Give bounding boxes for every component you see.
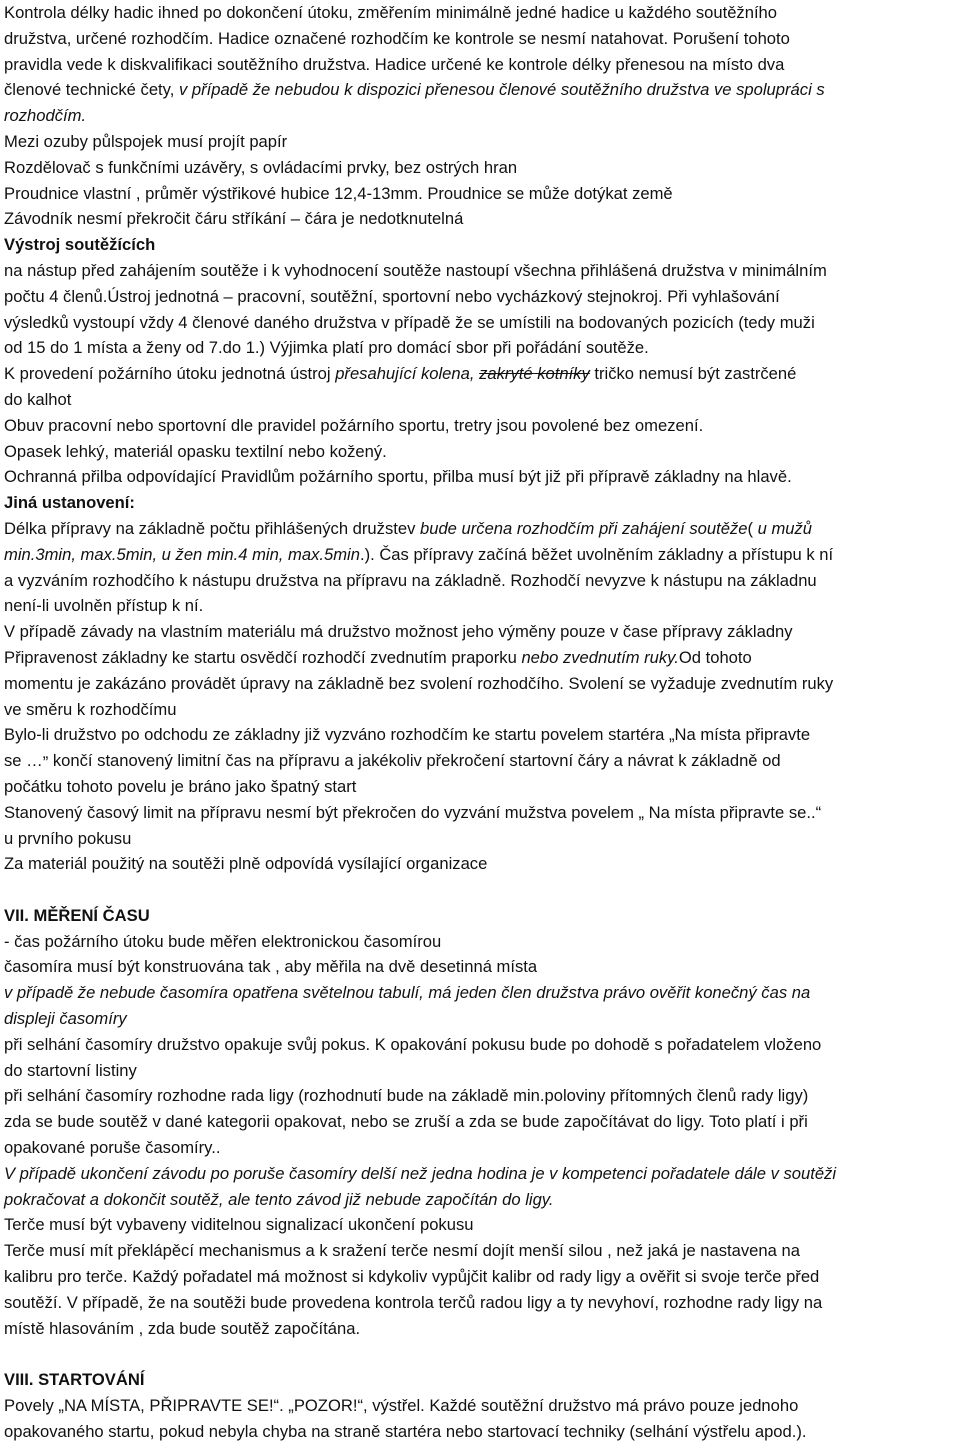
text-line: Povely „NA MÍSTA, PŘIPRAVTE SE!“. „POZOR!“, výstřel. Každé soutěžní družstvo má právo pouze jednoho: [4, 1396, 799, 1416]
text-line: Stanovený časový limit na přípravu nesmí být překročen do vyzvání mužstva povelem „ Na místa připravte se..“: [4, 802, 822, 822]
text-line: pravidla vede k diskvalifikaci soutěžního družstva. Hadice určené ke kontrole délky přenesou na místo dva: [4, 54, 785, 74]
blank-line: [4, 1341, 956, 1367]
text-line: do kalhot: [4, 389, 72, 409]
section-heading: Jiná ustanovení:: [4, 493, 135, 513]
text-line: Terče musí být vybaveny viditelnou signalizací ukončení pokusu: [4, 1215, 474, 1235]
text-line: - čas požárního útoku bude měřen elektronickou časomírou: [4, 931, 442, 951]
text-line: V případě ukončení závodu po poruše časomíry delší než jedna hodina je v kompetenci pořadatele dále v soutěži: [4, 1163, 837, 1183]
text-line: K provedení požárního útoku jednotná ústroj přesahující kolena, zakryté kotníky tričko nemusí být zastrčené: [4, 364, 797, 384]
text-line: pokračovat a dokončit soutěž, ale tento závod již nebude započítán do ligy.: [4, 1189, 554, 1209]
text-line: opakované poruše časomíry..: [4, 1138, 221, 1158]
text-line: Ochranná přilba odpovídající Pravidlům požárního sportu, přilba musí být již při přípravě základny na hlavě.: [4, 467, 792, 487]
text-line: od 15 do 1 místa a ženy od 7.do 1.) Výjimka platí pro domácí sbor při pořádání soutěže.: [4, 338, 649, 358]
text-line: počátku tohoto povelu je bráno jako špatný start: [4, 776, 357, 796]
text-line: V případě závady na vlastním materiálu má družstvo možnost jeho výměny pouze v čase přípravy základny: [4, 622, 793, 642]
text-line: do startovní listiny: [4, 1060, 137, 1080]
text-line: kalibru pro terče. Každý pořadatel má možnost si kdykoliv vypůjčit kalibr od rady ligy a ověřit si svoje terče před: [4, 1267, 820, 1287]
text-line: momentu je zakázáno provádět úpravy na základně bez svolení rozhodčího. Svolení se vyžaduje zvednutím ruky: [4, 673, 834, 693]
text-line: soutěží. V případě, že na soutěži bude provedena kontrola terčů radou ligy a ty nevyhoví, rozhodne rady ligy na: [4, 1292, 823, 1312]
text-line: Opasek lehký, materiál opasku textilní nebo kožený.: [4, 441, 387, 461]
blank-line: [4, 877, 956, 903]
text-line: na nástup před zahájením soutěže i k vyhodnocení soutěže nastoupí všechna přihlášená družstva v minimálním: [4, 260, 827, 280]
text-line: při selhání časomíry rozhodne rada ligy (rozhodnutí bude na základě min.poloviny přítomných členů rady ligy): [4, 1086, 809, 1106]
text-line: Za materiál použitý na soutěži plně odpovídá vysílající organizace: [4, 854, 488, 874]
text-line: není-li uvolněn přístup k ní.: [4, 596, 204, 616]
text-line: Připravenost základny ke startu osvědčí rozhodčí zvednutím praporku nebo zvednutím ruky.Od tohoto: [4, 647, 752, 667]
text-line: místě hlasováním , zda bude soutěž započítána.: [4, 1318, 361, 1338]
section-heading: Výstroj soutěžících: [4, 235, 156, 255]
struck-text: zakryté kotníky: [479, 364, 590, 384]
text-line: Rozdělovač s funkčními uzávěry, s ovládacími prvky, bez ostrých hran: [4, 157, 518, 177]
text-line: u prvního pokusu: [4, 828, 132, 848]
text-line: displeji časomíry: [4, 1009, 127, 1029]
text-line: se …„ končí stanovený limitní čas na přípravu a jakékoliv překročení startovní čáry a návrat k základně od: [4, 743, 781, 771]
text-line: rozhodčím.: [4, 106, 87, 126]
text-line: Délka přípravy na základně počtu přihlášených družstev bude určena rozhodčím při zahájení soutěže( u mužů: [4, 518, 813, 538]
text-line: výsledků vystoupí vždy 4 členové daného družstva v případě že se umístili na bodovaných pozicích (tedy muži: [4, 312, 815, 332]
text-line: při selhání časomíry družstvo opakuje svůj pokus. K opakování pokusu bude po dohodě s pořadatelem vloženo: [4, 1034, 822, 1054]
section-heading: VIII. STARTOVÁNÍ: [4, 1370, 145, 1390]
text-line: Proudnice vlastní , průměr výstřikové hubice 12,4-13mm. Proudnice se může dotýkat země: [4, 183, 673, 203]
text-line: opakovaného startu, pokud nebyla chyba na straně startéra nebo startovací techniky (selhání výstřelu apod.).: [4, 1421, 807, 1441]
text-line: zda se bude soutěž v dané kategorii opakovat, nebo se zruší a zda se bude započítávat do ligy. Toto platí i při: [4, 1112, 808, 1132]
text-line: min.3min, max.5min, u žen min.4 min, max.5min.). Čas přípravy začíná běžet uvolněním základny a přístupu k ní: [4, 544, 834, 564]
text-line: Kontrola délky hadic ihned po dokončení útoku, změřením minimálně jedné hadice u každého soutěžního: [4, 3, 778, 22]
text-line: Terče musí mít překlápěcí mechanismus a k sražení terče nesmí dojít menší silou , než jaká je nastavena na: [4, 1241, 800, 1261]
text-line: Mezi ozuby půlspojek musí projít papír: [4, 131, 288, 151]
text-line: v případě že nebude časomíra opatřena světelnou tabulí, má jeden člen družstva právo ověřit konečný čas na: [4, 983, 811, 1003]
text-line: Bylo-li družstvo po odchodu ze základny již vyzváno rozhodčím ke startu povelem startéra „Na místa připravte: [4, 725, 811, 745]
text-line: a vyzváním rozhodčího k nástupu družstva na přípravu na základně. Rozhodčí nevyzve k nástupu na základnu: [4, 570, 817, 590]
text-line: družstva, určené rozhodčím. Hadice označené rozhodčím ke kontrole se nesmí natahovat. Porušení tohoto: [4, 28, 790, 48]
text-line: Závodník nesmí překročit čáru stříkání – čára je nedotknutelná: [4, 209, 464, 229]
text-line: Obuv pracovní nebo sportovní dle pravidel požárního sportu, tretry jsou povolené bez omezení.: [4, 415, 704, 435]
text-line: časomíra musí být konstruována tak , aby měřila na dvě desetinná místa: [4, 957, 538, 977]
section-heading: VII. MĚŘENÍ ČASU: [4, 905, 150, 925]
text-line: počtu 4 členů.Ústroj jednotná – pracovní, soutěžní, sportovní nebo vycházkový stejnokroj. Při vyhlašování: [4, 286, 780, 306]
text-line: ve směru k rozhodčímu: [4, 699, 177, 719]
text-line: členové technické čety, v případě že nebudou k dispozici přenesou členové soutěžního družstva ve spolupráci s: [4, 80, 825, 100]
